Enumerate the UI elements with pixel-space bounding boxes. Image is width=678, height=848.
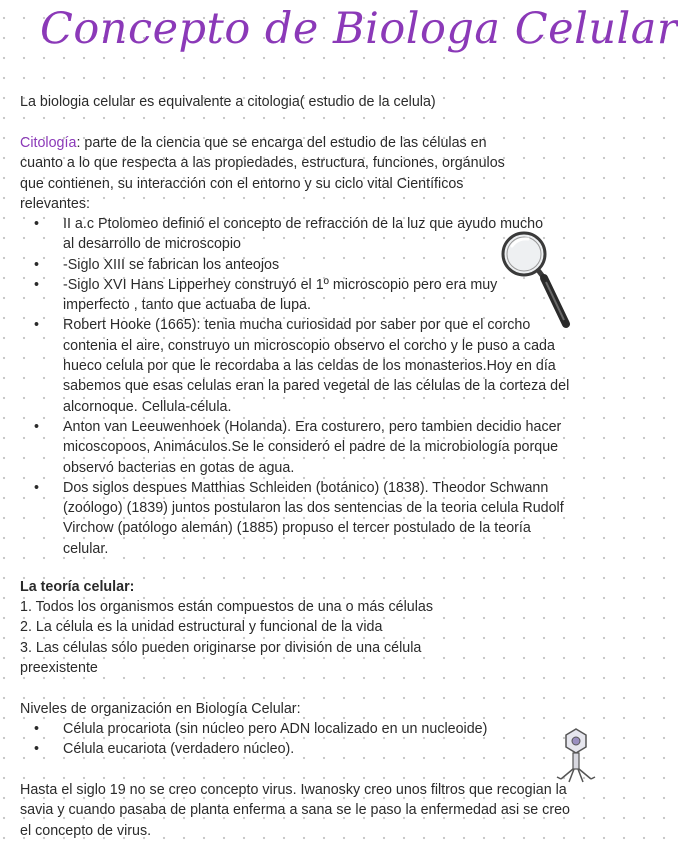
- list-item: • Célula eucariota (verdadero núcleo).: [20, 739, 580, 759]
- magnifying-glass-icon: [498, 228, 574, 332]
- bullet-icon: •: [34, 256, 40, 273]
- bullet-icon: •: [34, 418, 40, 435]
- virus-icon: [555, 727, 597, 783]
- teoria-item: 2. La célula es la unidad estructural y funcional de la vida: [20, 619, 383, 635]
- teoria-heading: La teoría celular:: [20, 579, 135, 595]
- citologia-term: Citología: [20, 135, 77, 151]
- bullet-icon: •: [34, 721, 40, 737]
- scientists-list: [20, 214, 580, 559]
- list-item: • Dos siglos despues Matthias Schleiden (botánico) (1838). Theodor Schwann (zoólogo) (1839) juntos postularon las dos sentencias de la teoria celula Rudolf Virchow (patólogo alemán) (1885) propuso el tercer postulado de la teoría celular.: [34, 479, 564, 557]
- bullet-icon: •: [34, 276, 40, 293]
- bullet-icon: •: [34, 741, 40, 758]
- virus-paragraph: Hasta el siglo 19 no se creo concepto virus. Iwanosky creo unos filtros que recogian la savia y cuando pasaba de planta enferma a sana se le paso la enfermedad asi se creo el concepto de virus.: [20, 782, 570, 839]
- list-item: • -Siglo XVI Hans Lipperhey construyó el 1º microscopio pero era muy imperfecto , tanto que actuaba de lupa.: [34, 276, 498, 314]
- citologia-definition: : parte de la ciencia que se encarga del estudio de las células en cuanto a lo que respecta a las propiedades, estructura, funciones, orgánulos que contienen, su interacción con el entorno y su ciclo vital Científicos relevantes:: [20, 135, 505, 212]
- niveles-heading: Niveles de organización en Biología Celular:: [20, 701, 301, 717]
- bullet-icon: •: [34, 479, 40, 496]
- list-item: • Robert Hooke (1665): tenia mucha curiosidad por saber por que el corcho contenia el aire, construyo un microscopio observo el corcho y le puso a cada hueco celula por que le recordaba a las celdas de los monasterios.Hoy en día sabemos que esas celulas eran la pared vegetal de las células de la corteza del alcornoque. Cellula-célula.: [34, 317, 570, 415]
- list-item: • -Siglo XIII se fabrican los anteojos: [20, 255, 533, 275]
- list-item: • Anton van Leeuwenhoek (Holanda). Era costurero, pero tambien decidio hacer micoscopoos, Animáculos.Se le consideró el padre de la microbiología porque observó bacterias en gotas de agua.: [34, 418, 562, 476]
- intro-paragraph: La biologia celular es equivalente a citologia( estudio de la celula): [20, 94, 436, 110]
- citologia-paragraph: [20, 133, 520, 214]
- bullet-icon: •: [34, 317, 40, 334]
- teoria-item: 3. Las células sólo pueden originarse por división de una célula preexistente: [20, 640, 422, 677]
- page-title: Concepto de Biologa Celular: [40, 4, 678, 54]
- teoria-item: 1. Todos los organismos están compuestos de una o más células: [20, 599, 433, 615]
- bullet-icon: •: [34, 216, 40, 232]
- list-item: • Célula procariota (sin núcleo pero ADN localizado en un nucleoide): [20, 719, 580, 739]
- list-item: • II a.c Ptolomeo definió el concepto de refracción de la luz que ayudo mucho al desarrollo de microscopio: [34, 216, 544, 253]
- niveles-list: [20, 719, 580, 760]
